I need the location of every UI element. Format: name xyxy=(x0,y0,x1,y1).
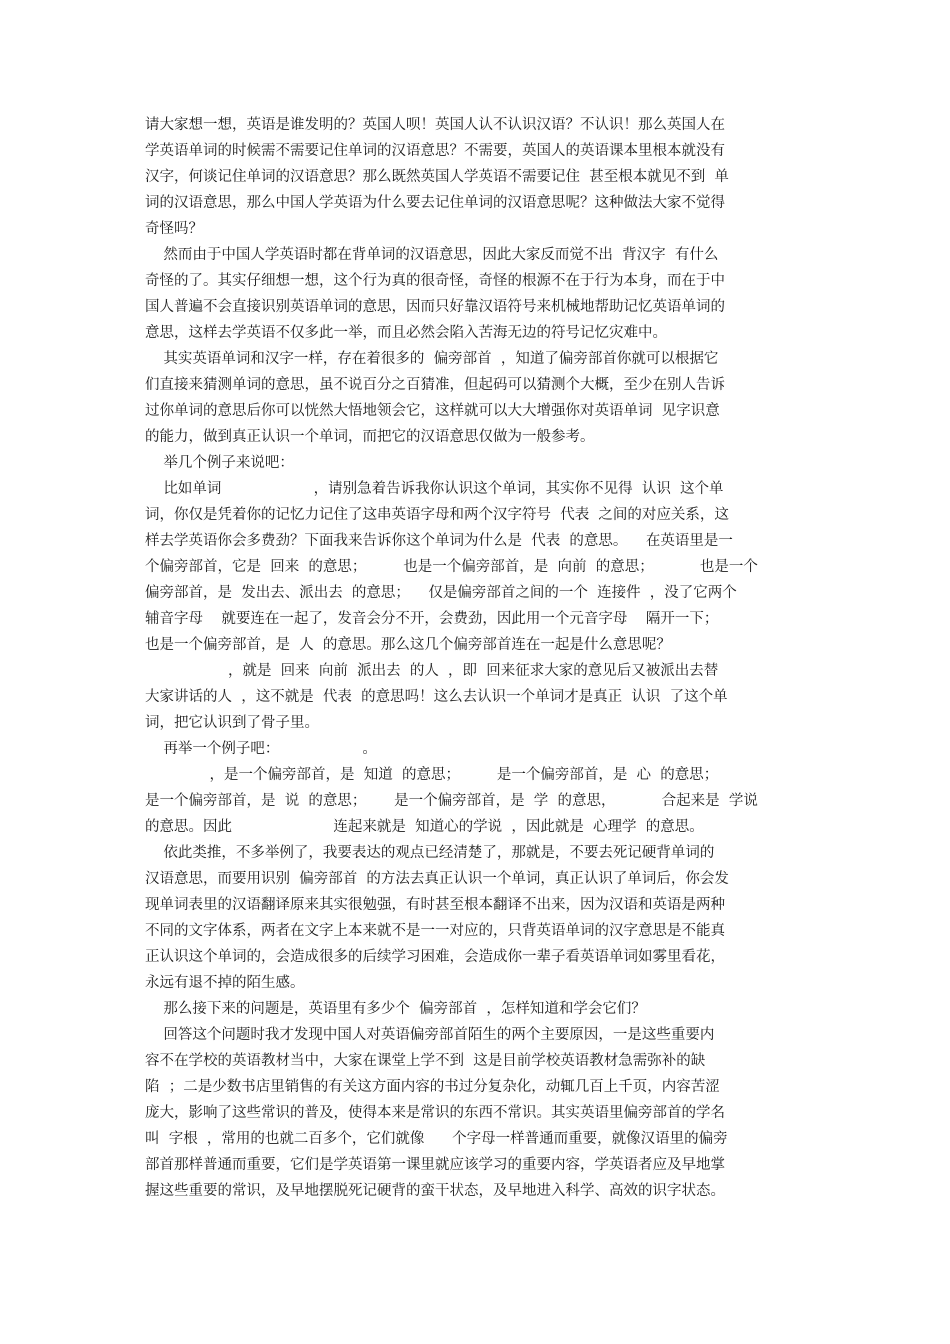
document-body xyxy=(145,112,809,1204)
text-line: 样去学英语你会多费劲？下面我来告诉你这个单词为什么是 代表 的意思。 在英语里是一 xyxy=(145,533,733,549)
text-line: 那么接下来的问题是，英语里有多少个 偏旁部首 ，怎样知道和学会它们？ xyxy=(145,1001,646,1017)
text-line: 然而由于中国人学英语时都在背单词的汉语意思，因此大家反而觉不出 背汉字 有什么 xyxy=(145,247,719,263)
text-line: 偏旁部首，是 发出去、派出去 的意思； 仅是偏旁部首之间的一个 连接件 ，没了它两个 xyxy=(145,585,737,601)
text-line: 也是一个偏旁部首，是 人 的意思。那么这几个偏旁部首连在一起是什么意思呢？ xyxy=(145,637,671,653)
text-line: ，是一个偏旁部首，是 知道 的意思； 是一个偏旁部首，是 心 的意思； xyxy=(145,767,719,783)
text-line: 词，你仅是凭着你的记忆力记住了这串英语字母和两个汉字符号 代表 之间的对应关系，这 xyxy=(145,507,729,523)
text-line: 词，把它认识到了骨子里。 xyxy=(145,715,319,731)
text-line: 现单词表里的汉语翻译原来其实很勉强，有时甚至根本翻译不出来，因为汉语和英语是两种 xyxy=(145,897,725,913)
text-line: 的能力，做到真正认识一个单词，而把它的汉语意思仅做为一般参考。 xyxy=(145,429,595,445)
text-line: 握这些重要的常识，及早地摆脱死记硬背的蛮干状态，及早地进入科学、高效的识字状态。 xyxy=(145,1183,725,1199)
text-line: 学英语单词的时候需不需要记住单词的汉语意思？不需要，英国人的英语课本里根本就没有 xyxy=(145,143,725,159)
text-line: 的意思。因此 连起来就是 知道心的学说 ，因此就是 心理学 的意思。 xyxy=(145,819,704,835)
text-line: 比如单词 ，请别急着告诉我你认识这个单词，其实你不见得 认识 这个单 xyxy=(145,481,724,497)
text-line: 容不在学校的英语教材当中，大家在课堂上学不到 这是目前学校英语教材急需弥补的缺 xyxy=(145,1053,706,1069)
text-line: 请大家想一想，英语是谁发明的？英国人呗！英国人认不认识汉语？不认识！那么英国人在 xyxy=(145,117,725,133)
text-line: 大家讲话的人 ，这不就是 代表 的意思吗！这么去认识一个单词才是真正 认识 了这个单 xyxy=(145,689,728,705)
text-line: 意思，这样去学英语不仅多此一举，而且必然会陷入苦海无边的符号记忆灾难中。 xyxy=(145,325,667,341)
text-line: 回答这个问题时我才发现中国人对英语偏旁部首陌生的两个主要原因，一是这些重要内 xyxy=(145,1027,715,1043)
text-line: 国人普遍不会直接识别英语单词的意思，因而只好靠汉语符号来机械地帮助记忆英语单词的 xyxy=(145,299,725,315)
text-line: 汉语意思，而要用识别 偏旁部首 的方法去真正认识一个单词，真正认识了单词后，你会发 xyxy=(145,871,729,887)
text-line: 依此类推，不多举例了，我要表达的观点已经清楚了，那就是，不要去死记硬背单词的 xyxy=(145,845,715,861)
text-line: 永远有退不掉的陌生感。 xyxy=(145,975,305,991)
text-line: 奇怪的了。其实仔细想一想，这个行为真的很奇怪，奇怪的根源不在于行为本身，而在于中 xyxy=(145,273,725,289)
text-line: 不同的文字体系，两者在文字上本来就不是一一对应的，只背英语单词的汉字意思是不能真 xyxy=(145,923,725,939)
text-line: 部首那样普通而重要，它们是学英语第一课里就应该学习的重要内容，学英语者应及早地掌 xyxy=(145,1157,725,1173)
text-line: 庞大，影响了这些常识的普及，使得本来是常识的东西不常识。其实英语里偏旁部首的学名 xyxy=(145,1105,725,1121)
text-line: 辅音字母 就要连在一起了，发音会分不开，会费劲，因此用一个元音字母 隔开一下； xyxy=(145,611,719,627)
text-line: 奇怪吗？ xyxy=(145,221,203,237)
text-line: 陷 ；二是少数书店里销售的有关这方面内容的书过分复杂化，动辄几百上千页，内容苦涩 xyxy=(145,1079,720,1095)
text-line: ，就是 回来 向前 派出去 的人 ，即 回来征求大家的意见后又被派出去替 xyxy=(145,663,719,679)
text-line: 汉字，何谈记住单词的汉语意思？那么既然英国人学英语不需要记住 甚至根本就见不到 单 xyxy=(145,169,729,185)
text-line: 词的汉语意思，那么中国人学英语为什么要去记住单词的汉语意思呢？这种做法大家不觉得 xyxy=(145,195,725,211)
text-line: 们直接来猜测单词的意思，虽不说百分之百猜准，但起码可以猜测个大概，至少在别人告诉 xyxy=(145,377,725,393)
text-line: 是一个偏旁部首，是 说 的意思； 是一个偏旁部首，是 学 的意思， 合起来是 学说 xyxy=(145,793,758,809)
text-line: 叫 字根 ，常用的也就二百多个，它们就像 个字母一样普通而重要，就像汉语里的偏旁 xyxy=(145,1131,728,1147)
text-line: 再举一个例子吧： 。 xyxy=(145,741,377,757)
text-line: 其实英语单词和汉字一样，存在着很多的 偏旁部首 ，知道了偏旁部首你就可以根据它 xyxy=(145,351,719,367)
text-line: 举几个例子来说吧： xyxy=(145,455,294,471)
text-line: 过你单词的意思后你可以恍然大悟地领会它，这样就可以大大增强你对英语单词 见字识意 xyxy=(145,403,720,419)
text-line: 个偏旁部首，它是 回来 的意思； 也是一个偏旁部首，是 向前 的意思； 也是一个 xyxy=(145,559,758,575)
text-line: 正认识这个单词的，会造成很多的后续学习困难，会造成你一辈子看英语单词如雾里看花， xyxy=(145,949,725,965)
